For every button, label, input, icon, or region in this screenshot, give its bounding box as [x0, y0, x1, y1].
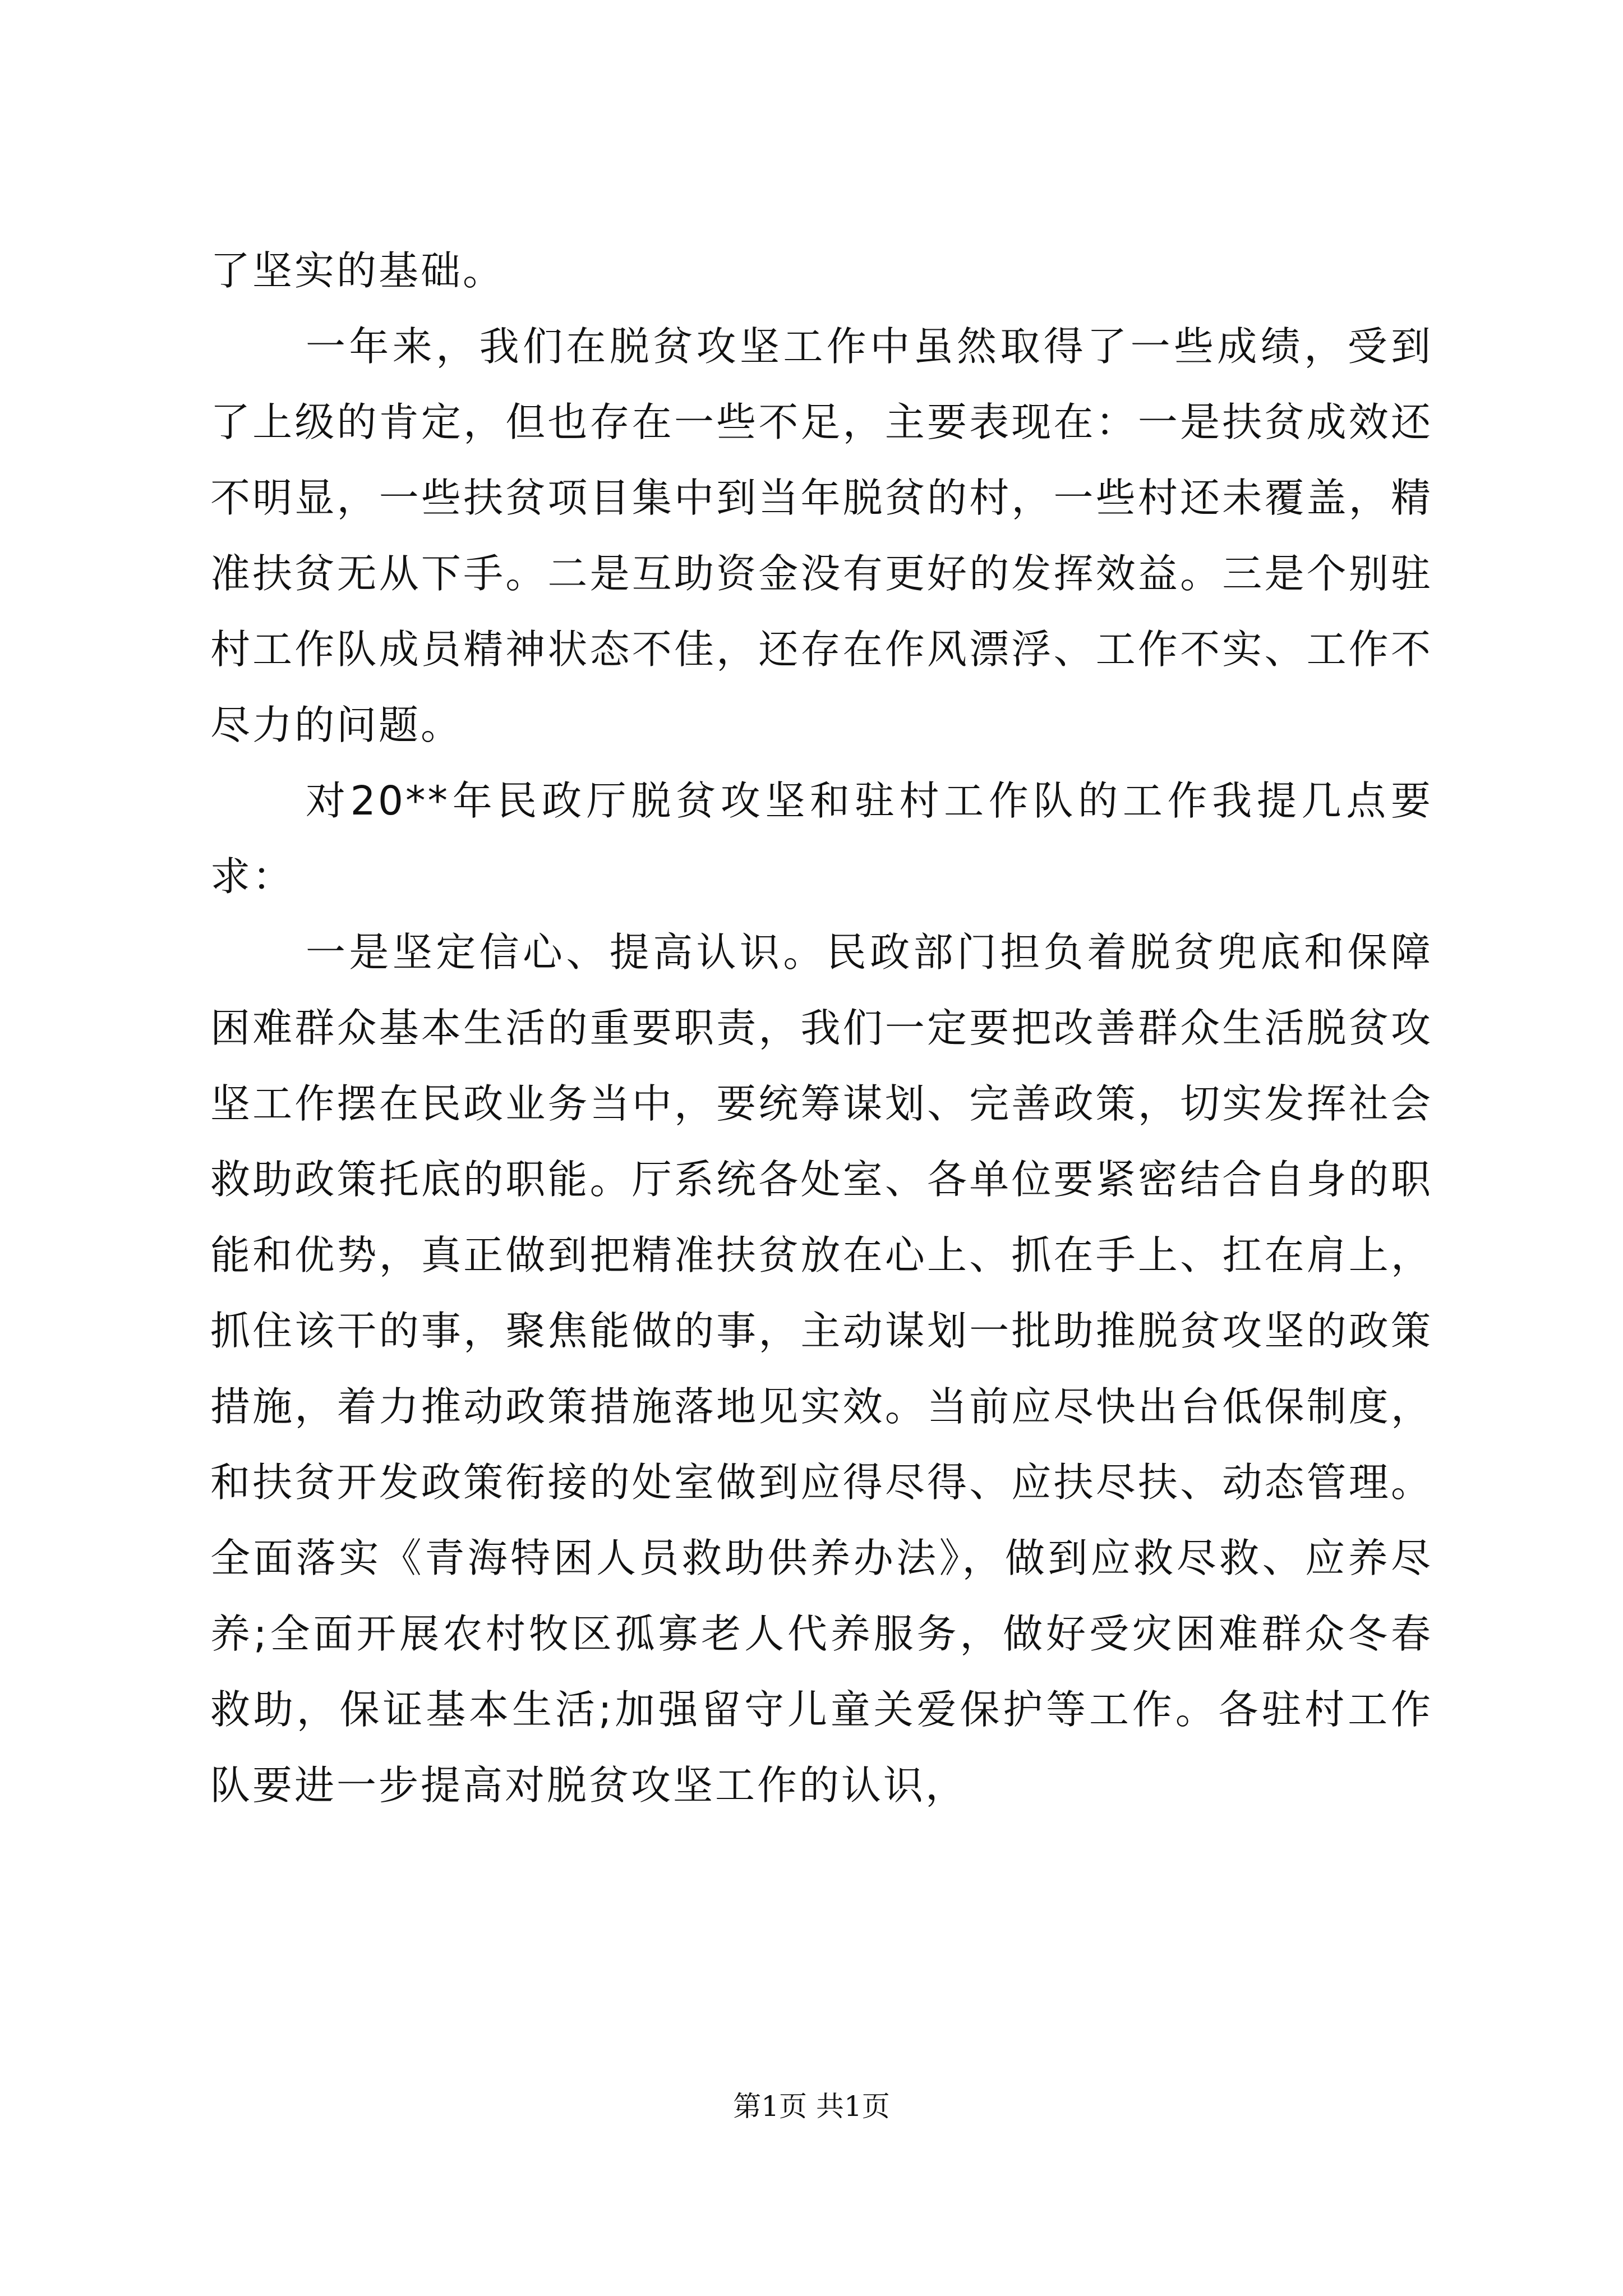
page-footer: 第1页 共1页: [733, 2090, 890, 2123]
document-body: [210, 233, 1433, 1823]
paragraph-3: 对20**年民政厅脱贫攻坚和驻村工作队的工作我提几点要求：: [210, 777, 1433, 900]
paragraph-1: 了坚实的基础。: [210, 247, 505, 294]
paragraph-4: 一是坚定信心、提高认识。民政部门担负着脱贫兜底和保障困难群众基本生活的重要职责，我们一定要把改善群众生活脱贫攻坚工作摆在民政业务当中，要统筹谋划、完善政策，切实发挥社会救助政策托底的职能。厅系统各处室、各单位要紧密结合自身的职能和优势，真正做到把精准扶贫放在心上、抓在手上、扛在肩上，抓住该干的事，聚焦能做的事，主动谋划一批助推脱贫攻坚的政策措施，着力推动政策措施落地见实效。当前应尽快出台低保制度，和扶贫开发政策衔接的处室做到应得尽得、应扶尽扶、动态管理。全面落实《青海特困人员救助供养办法》，做到应救尽救、应养尽养;全面开展农村牧区孤寡老人代养服务，做好受灾困难群众冬春救助，保证基本生活;加强留守儿童关爱保护等工作。各驻村工作队要进一步提高对脱贫攻坚工作的认识，: [210, 929, 1433, 1809]
paragraph-2: 一年来，我们在脱贫攻坚工作中虽然取得了一些成绩，受到了上级的肯定，但也存在一些不足，主要表现在：一是扶贫成效还不明显，一些扶贫项目集中到当年脱贫的村，一些村还未覆盖，精准扶贫无从下手。二是互助资金没有更好的发挥效益。三是个别驻村工作队成员精神状态不佳，还存在作风漂浮、工作不实、工作不尽力的问题。: [210, 323, 1433, 748]
